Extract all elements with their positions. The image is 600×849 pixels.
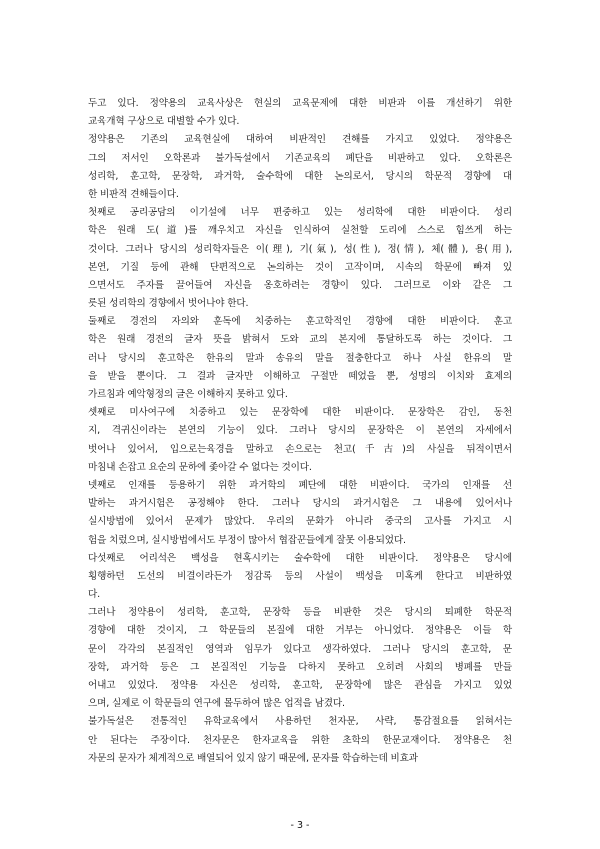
text-line: 으면서도 주자를 끌어들여 자신을 옹호하려는 경향이 있다. 그러므로 이와 같은 그 <box>88 279 512 291</box>
text-line: 성리학, 훈고학, 문장학, 과거학, 술수학에 대한 논의로서, 당시의 학문적 경향에 대 <box>88 170 512 182</box>
body-text <box>88 95 512 768</box>
text-line: 어내고 있었다. 정약용 자신은 성리학, 훈고학, 문장학에 많은 관심을 가지고 있었 <box>88 680 512 691</box>
paragraph <box>88 313 512 404</box>
text-line: 불가독설은 전통적인 유학교육에서 사용하던 천자문, 사략, 통감절요를 읽혀서는 <box>88 716 512 728</box>
text-line: 두고 있다. 정약용의 교육사상은 현실의 교육문제에 대한 비판과 이를 개선하기 위한 <box>88 98 512 109</box>
text-line: 다. <box>88 589 101 601</box>
text-line: 문이 각각의 본질적인 영역과 임무가 있다고 생각하였다. 그러나 당시의 훈고학, 문 <box>88 643 512 655</box>
text-line: 둘째로 경전의 자의와 훈독에 치중하는 훈고학적인 경향에 대한 비판이다. 훈고 <box>88 316 512 328</box>
text-line: 셋째로 미사여구에 치중하고 있는 문장학에 대한 비판이다. 문장학은 감인, 동천 <box>88 407 512 419</box>
paragraph <box>88 550 512 605</box>
paragraph <box>88 713 512 768</box>
text-line: 넷째로 인재를 등용하기 위한 과거학의 폐단에 대한 비판이다. 국가의 인재를 선 <box>88 479 512 491</box>
text-line: 다섯째로 어리석은 백성을 현혹시키는 술수학에 대한 비판이다. 정약용은 당시에 <box>88 552 512 564</box>
text-line: 릇된 성리학의 경향에서 벗어나야 한다. <box>88 298 249 310</box>
text-line: 것이다. 그러나 당시의 성리학자들은 이(理), 기(氣), 성(性), 정(情), 체(體), 용(用), <box>88 243 512 255</box>
text-line: 첫째로 공리공담의 이기설에 너무 편중하고 있는 성리학에 대한 비판이다. 성리 <box>88 207 512 219</box>
text-line: 횡행하던 도선의 비결이라든가 정감록 등의 사설이 백성을 미혹케 한다고 비판하였 <box>88 570 512 582</box>
text-line: 러나 당시의 훈고학은 한유의 말과 송유의 말을 절충한다고 하나 사실 한유의 말 <box>88 352 512 364</box>
text-line: 안 된다는 주장이다. 천자문은 한자교육을 위한 초학의 한문교재이다. 정약용은 천 <box>88 734 512 746</box>
text-line: 교육개혁 구상으로 대별할 수가 있다. <box>88 116 240 128</box>
text-line: 을 받을 뿐이다. 그 결과 글자만 이해하고 구절만 떼었을 뿐, 성명의 이치와 효제의 <box>88 370 512 382</box>
text-line: 학은 원래 경전의 글자 뜻을 밝혀서 도와 교의 본지에 통달하도록 하는 것이다. 그 <box>88 334 512 346</box>
text-line: 그러나 정약용이 성리학, 훈고학, 문장학 등을 비판한 것은 당시의 퇴폐한 학문적 <box>88 607 512 619</box>
text-line: 험을 치렀으며, 실시방법에서도 부정이 많아서 협잡꾼들에게 잘못 이용되었다. <box>88 534 406 546</box>
paragraph <box>88 131 512 204</box>
text-line: 가르침과 예악형정의 글은 이해하지 못하고 있다. <box>88 389 288 400</box>
paragraph <box>88 404 512 477</box>
text-line: 마침내 손잡고 요순의 문하에 좇아갈 수 없다는 것이다. <box>88 461 312 473</box>
text-line: 실시방법에 있어서 문제가 많았다. 우리의 문화가 아니라 중국의 고사를 가지고 시 <box>88 516 512 528</box>
text-line: 한 비판적 견해들이다. <box>88 188 179 200</box>
paragraph <box>88 477 512 550</box>
page-number: - 3 - <box>290 820 310 831</box>
text-line: 학은 원래 도(道)를 깨우치고 자신을 인식하여 실천할 도리에 스스로 힘쓰게 하는 <box>88 225 512 237</box>
paragraph <box>88 95 512 131</box>
text-line: 본연, 기질 등에 관해 단편적으로 논의하는 것이 고작이며, 시속의 학문에 빠져 있 <box>88 261 512 273</box>
text-line: 정약용은 기존의 교육현실에 대하여 비판적인 견해를 가지고 있었다. 정약용은 <box>88 134 512 146</box>
text-line: 경향에 대한 것이지, 그 학문들의 본질에 대한 거부는 아니었다. 정약용은 이들 학 <box>88 625 512 637</box>
text-line: 그의 저서인 오학론과 불가독설에서 기존교육의 폐단을 비판하고 있다. 오학론은 <box>88 152 512 164</box>
text-line: 지, 격귀신이라는 본연의 기능이 있다. 그러나 당시의 문장학은 이 본연의 자세에서 <box>88 425 512 437</box>
text-line: 벗어나 있어서, 입으로는육경을 말하고 손으로는 천고(千古)의 사실을 뒤적이면서 <box>88 443 512 455</box>
text-line: 발하는 과거시험은 공정해야 한다. 그러나 당시의 과거시험은 그 내용에 있어서나 <box>88 498 512 510</box>
text-line: 장학, 과거학 등은 그 본질적인 기능을 다하지 못하고 오히려 사회의 병폐를 만들 <box>88 661 512 673</box>
paragraph <box>88 604 512 713</box>
paragraph <box>88 204 512 313</box>
text-line: 자문의 문자가 체계적으로 배열되어 있지 않기 때문에, 문자를 학습하는데 비효과 <box>88 752 418 764</box>
text-line: 으며, 실제로 이 학문들의 연구에 몰두하여 많은 업적을 남겼다. <box>88 698 345 710</box>
